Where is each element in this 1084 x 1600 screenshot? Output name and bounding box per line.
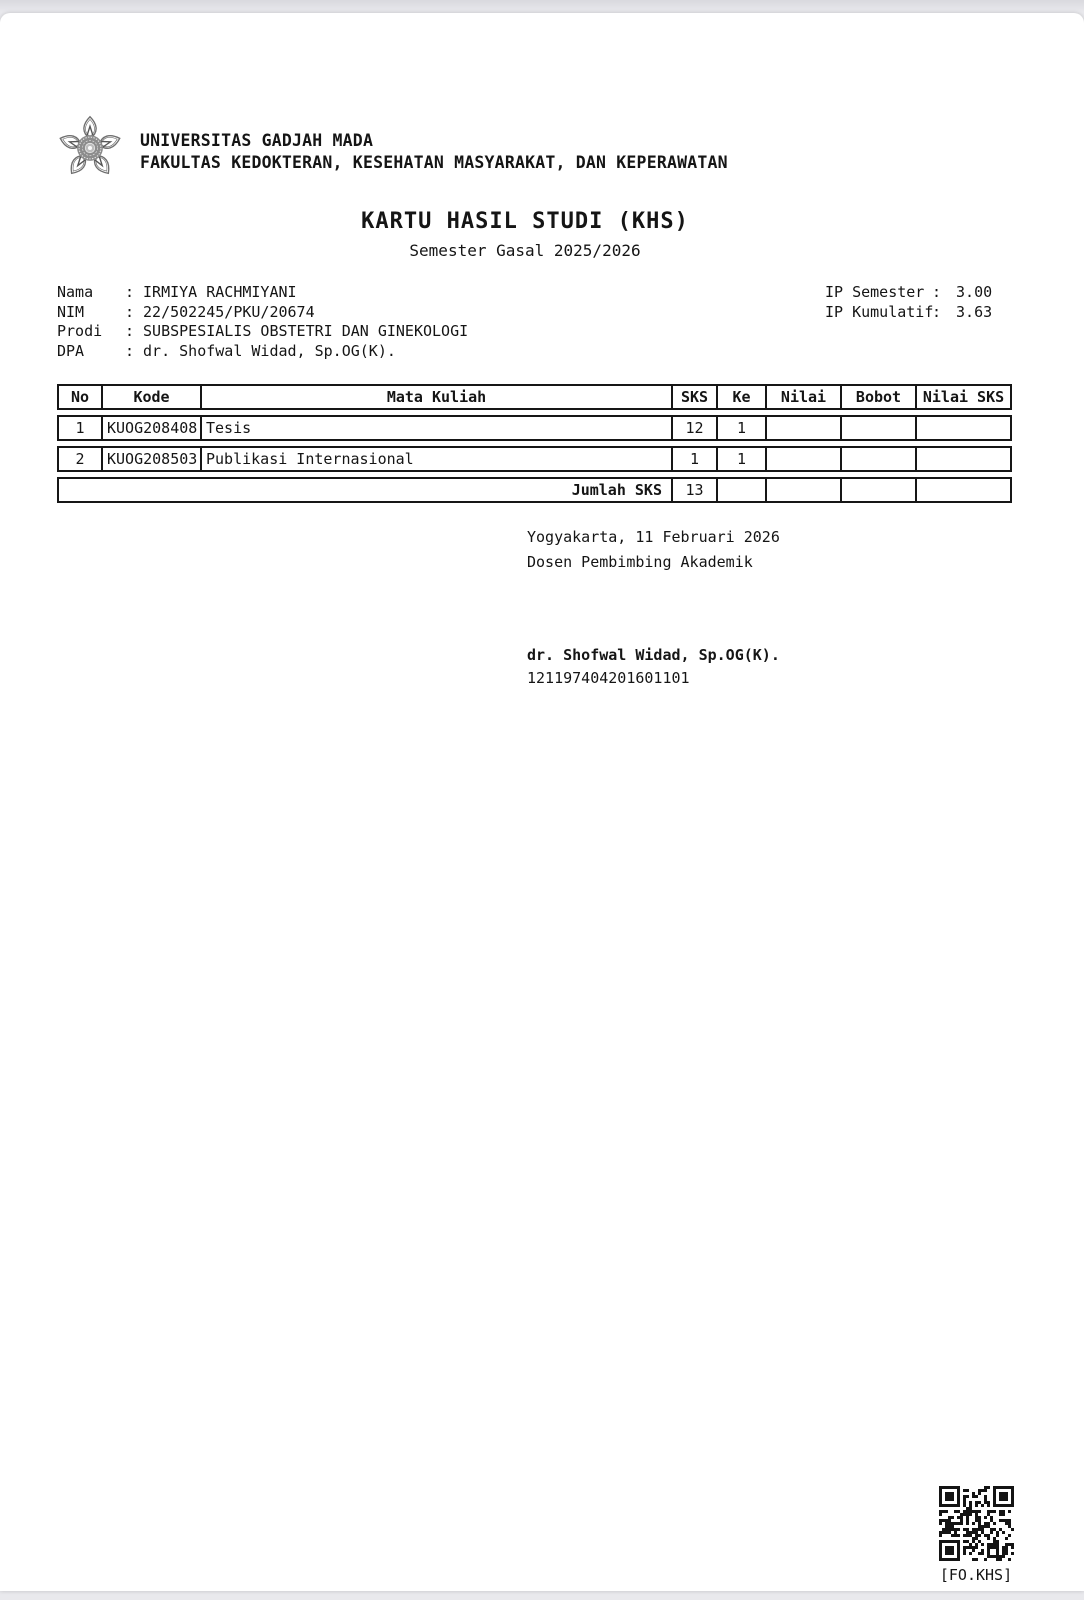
cell-nilai xyxy=(767,446,842,472)
gpa-row-semester xyxy=(825,283,992,303)
student-name-value: IRMIYA RACHMIYANI xyxy=(143,283,297,301)
gpa-summary xyxy=(825,283,992,322)
separator: : xyxy=(125,322,135,341)
table-row xyxy=(57,415,1012,441)
col-header-bobot: Bobot xyxy=(842,384,917,410)
separator: : xyxy=(125,342,135,361)
cell-nilai-sks xyxy=(917,415,1012,441)
signer-role: Dosen Pembimbing Akademik xyxy=(527,552,753,571)
separator: : xyxy=(932,302,942,321)
form-code-block xyxy=(930,1486,1022,1584)
student-info xyxy=(57,283,468,362)
separator: : xyxy=(932,283,942,301)
signature-identity xyxy=(527,644,780,690)
document-page xyxy=(0,13,1084,1591)
form-code-label: [FO.KHS] xyxy=(939,1566,1013,1584)
gpa-row-kumulatif xyxy=(825,303,992,323)
cell-nilai xyxy=(767,415,842,441)
signer-nip: 121197404201601101 xyxy=(527,669,690,687)
gpa-label: IP Semester xyxy=(825,283,925,301)
student-dpa-value: dr. Shofwal Widad, Sp.OG(K). xyxy=(143,342,396,361)
info-row-prodi xyxy=(57,322,468,342)
signature-heading xyxy=(527,525,780,574)
qr-code-icon xyxy=(939,1486,1014,1561)
info-row-dpa xyxy=(57,342,468,362)
semester-subtitle: Semester Gasal 2025/2026 xyxy=(409,241,641,260)
total-sks-value: 13 xyxy=(673,477,718,503)
col-header-nilai-sks: Nilai SKS xyxy=(917,384,1012,410)
cell-empty xyxy=(842,477,917,503)
table-row xyxy=(57,446,1012,472)
info-label: Prodi xyxy=(57,322,103,341)
ugm-logo-icon xyxy=(56,114,124,182)
student-prodi-value: SUBSPESIALIS OBSTETRI DAN GINEKOLOGI xyxy=(143,322,469,341)
cell-empty xyxy=(767,477,842,503)
cell-sks: 1 xyxy=(673,446,718,472)
col-header-mata-kuliah: Mata Kuliah xyxy=(202,384,673,410)
col-header-nilai: Nilai xyxy=(767,384,842,410)
student-nim-value: 22/502245/PKU/20674 xyxy=(143,302,315,321)
cell-bobot xyxy=(842,446,917,472)
cell-kode: KUOG208408 xyxy=(103,415,202,441)
faculty-name: FAKULTAS KEDOKTERAN, KESEHATAN MASYARAKAT, DAN KEPERAWATAN xyxy=(140,153,728,172)
separator: : xyxy=(125,283,135,301)
ip-semester-value: 3.00 xyxy=(956,283,993,301)
col-header-no: No xyxy=(57,384,103,410)
cell-ke: 1 xyxy=(718,446,767,472)
letterhead xyxy=(140,130,728,174)
separator: : xyxy=(125,302,135,321)
cell-mata-kuliah: Publikasi Internasional xyxy=(202,446,673,472)
place-date: Yogyakarta, 11 Februari 2026 xyxy=(527,528,780,546)
cell-ke: 1 xyxy=(718,415,767,441)
university-name: UNIVERSITAS GADJAH MADA xyxy=(140,131,374,150)
table-footer-row xyxy=(57,477,1012,503)
cell-empty xyxy=(718,477,767,503)
grades-table-wrap xyxy=(57,379,1012,508)
cell-kode: KUOG208503 xyxy=(103,446,202,472)
cell-sks: 12 xyxy=(673,415,718,441)
info-label: NIM xyxy=(57,302,85,321)
cell-mata-kuliah: Tesis xyxy=(202,415,673,441)
info-label: Nama xyxy=(57,283,94,301)
signer-name: dr. Shofwal Widad, Sp.OG(K). xyxy=(527,646,780,664)
cell-bobot xyxy=(842,415,917,441)
table-header-row xyxy=(57,384,1012,410)
col-header-ke: Ke xyxy=(718,384,767,410)
ip-kumulatif-value: 3.63 xyxy=(956,302,993,321)
grades-table xyxy=(57,379,1012,508)
cell-no: 1 xyxy=(57,415,103,441)
cell-no: 2 xyxy=(57,446,103,472)
col-header-sks: SKS xyxy=(673,384,718,410)
info-row-nama xyxy=(57,283,468,303)
total-sks-label: Jumlah SKS xyxy=(57,477,673,503)
cell-nilai-sks xyxy=(917,446,1012,472)
cell-empty xyxy=(917,477,1012,503)
info-row-nim xyxy=(57,303,468,323)
col-header-kode: Kode xyxy=(103,384,202,410)
info-label: DPA xyxy=(57,342,85,361)
gpa-label: IP Kumulatif xyxy=(825,302,934,321)
document-title: KARTU HASIL STUDI (KHS) xyxy=(361,209,689,234)
